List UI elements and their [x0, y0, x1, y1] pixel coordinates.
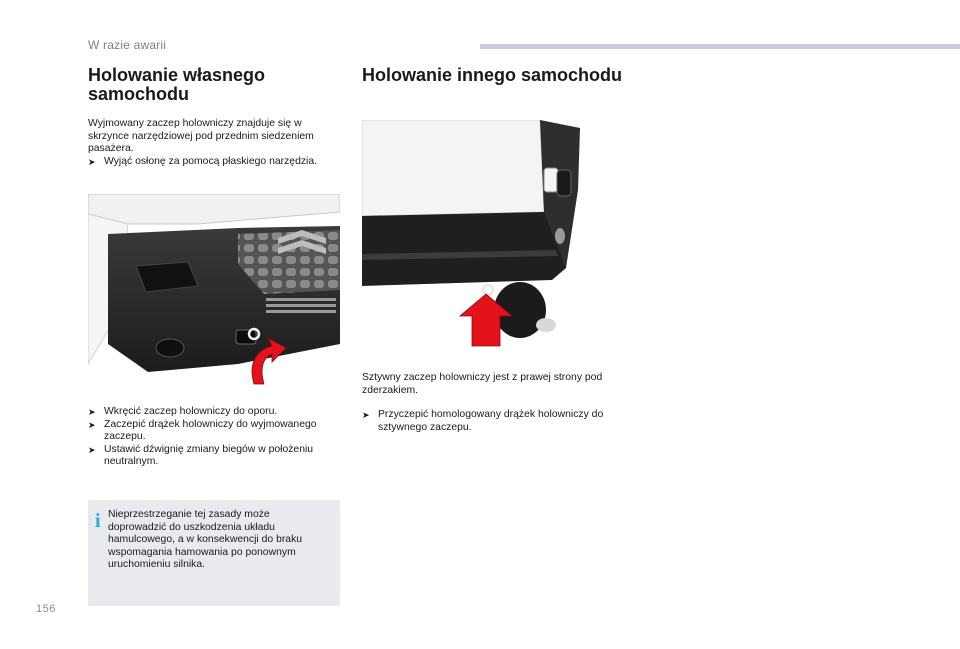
note-text: Nieprzestrzeganie tej zasady może doprowadzić do uszkodzenia układu hamulcowego, a w konsekwencji do braku wspomagania hamowania po ponownym uruchomieniu silnika.	[108, 509, 303, 571]
step-text: Wyjąć osłonę za pomocą płaskiego narzędzia.	[104, 155, 318, 167]
header-rule	[480, 44, 960, 49]
left-intro: Wyjmowany zaczep holowniczy znajduje się w skrzynce narzędziowej pod przednim siedzeniem pasażera.	[88, 118, 314, 155]
section-header: W razie awarii	[88, 38, 167, 52]
arrow-bullet-icon: ➤	[362, 410, 370, 421]
list-item	[88, 444, 343, 469]
step-text: Zaczepić drążek holowniczy do wyjmowanego zaczepu.	[104, 418, 317, 443]
left-steps-after	[88, 406, 343, 469]
warning-note-box	[88, 500, 340, 606]
list-item	[362, 409, 632, 434]
list-item	[88, 419, 343, 444]
right-title: Holowanie innego samochodu	[362, 65, 623, 85]
arrow-bullet-icon: ➤	[88, 444, 96, 455]
info-icon: i	[95, 510, 101, 532]
left-steps-after-block	[88, 406, 343, 469]
right-steps	[362, 409, 632, 434]
list-item	[88, 156, 343, 169]
front-bumper-illustration	[88, 194, 340, 398]
left-column	[88, 66, 343, 168]
arrow-bullet-icon: ➤	[88, 156, 96, 167]
right-intro: Sztywny zaczep holowniczy jest z prawej strony pod zderzakiem.	[362, 372, 603, 396]
right-text-block	[362, 372, 632, 434]
step-text: Przyczepić homologowany drążek holowniczy do sztywnego zaczepu.	[378, 409, 604, 433]
list-item	[88, 406, 343, 419]
right-column	[362, 66, 632, 85]
rear-bumper-illustration	[362, 120, 592, 355]
page-number: 156	[36, 603, 56, 615]
step-text: Ustawić dźwignię zmiany biegów w położeniu neutralnym.	[104, 443, 314, 468]
arrow-bullet-icon: ➤	[88, 419, 96, 430]
arrow-bullet-icon: ➤	[88, 407, 96, 417]
step-text: Wkręcić zaczep holowniczy do oporu.	[104, 406, 278, 417]
left-title: Holowanie własnego samochodu	[88, 65, 266, 104]
left-steps-before	[88, 156, 343, 169]
